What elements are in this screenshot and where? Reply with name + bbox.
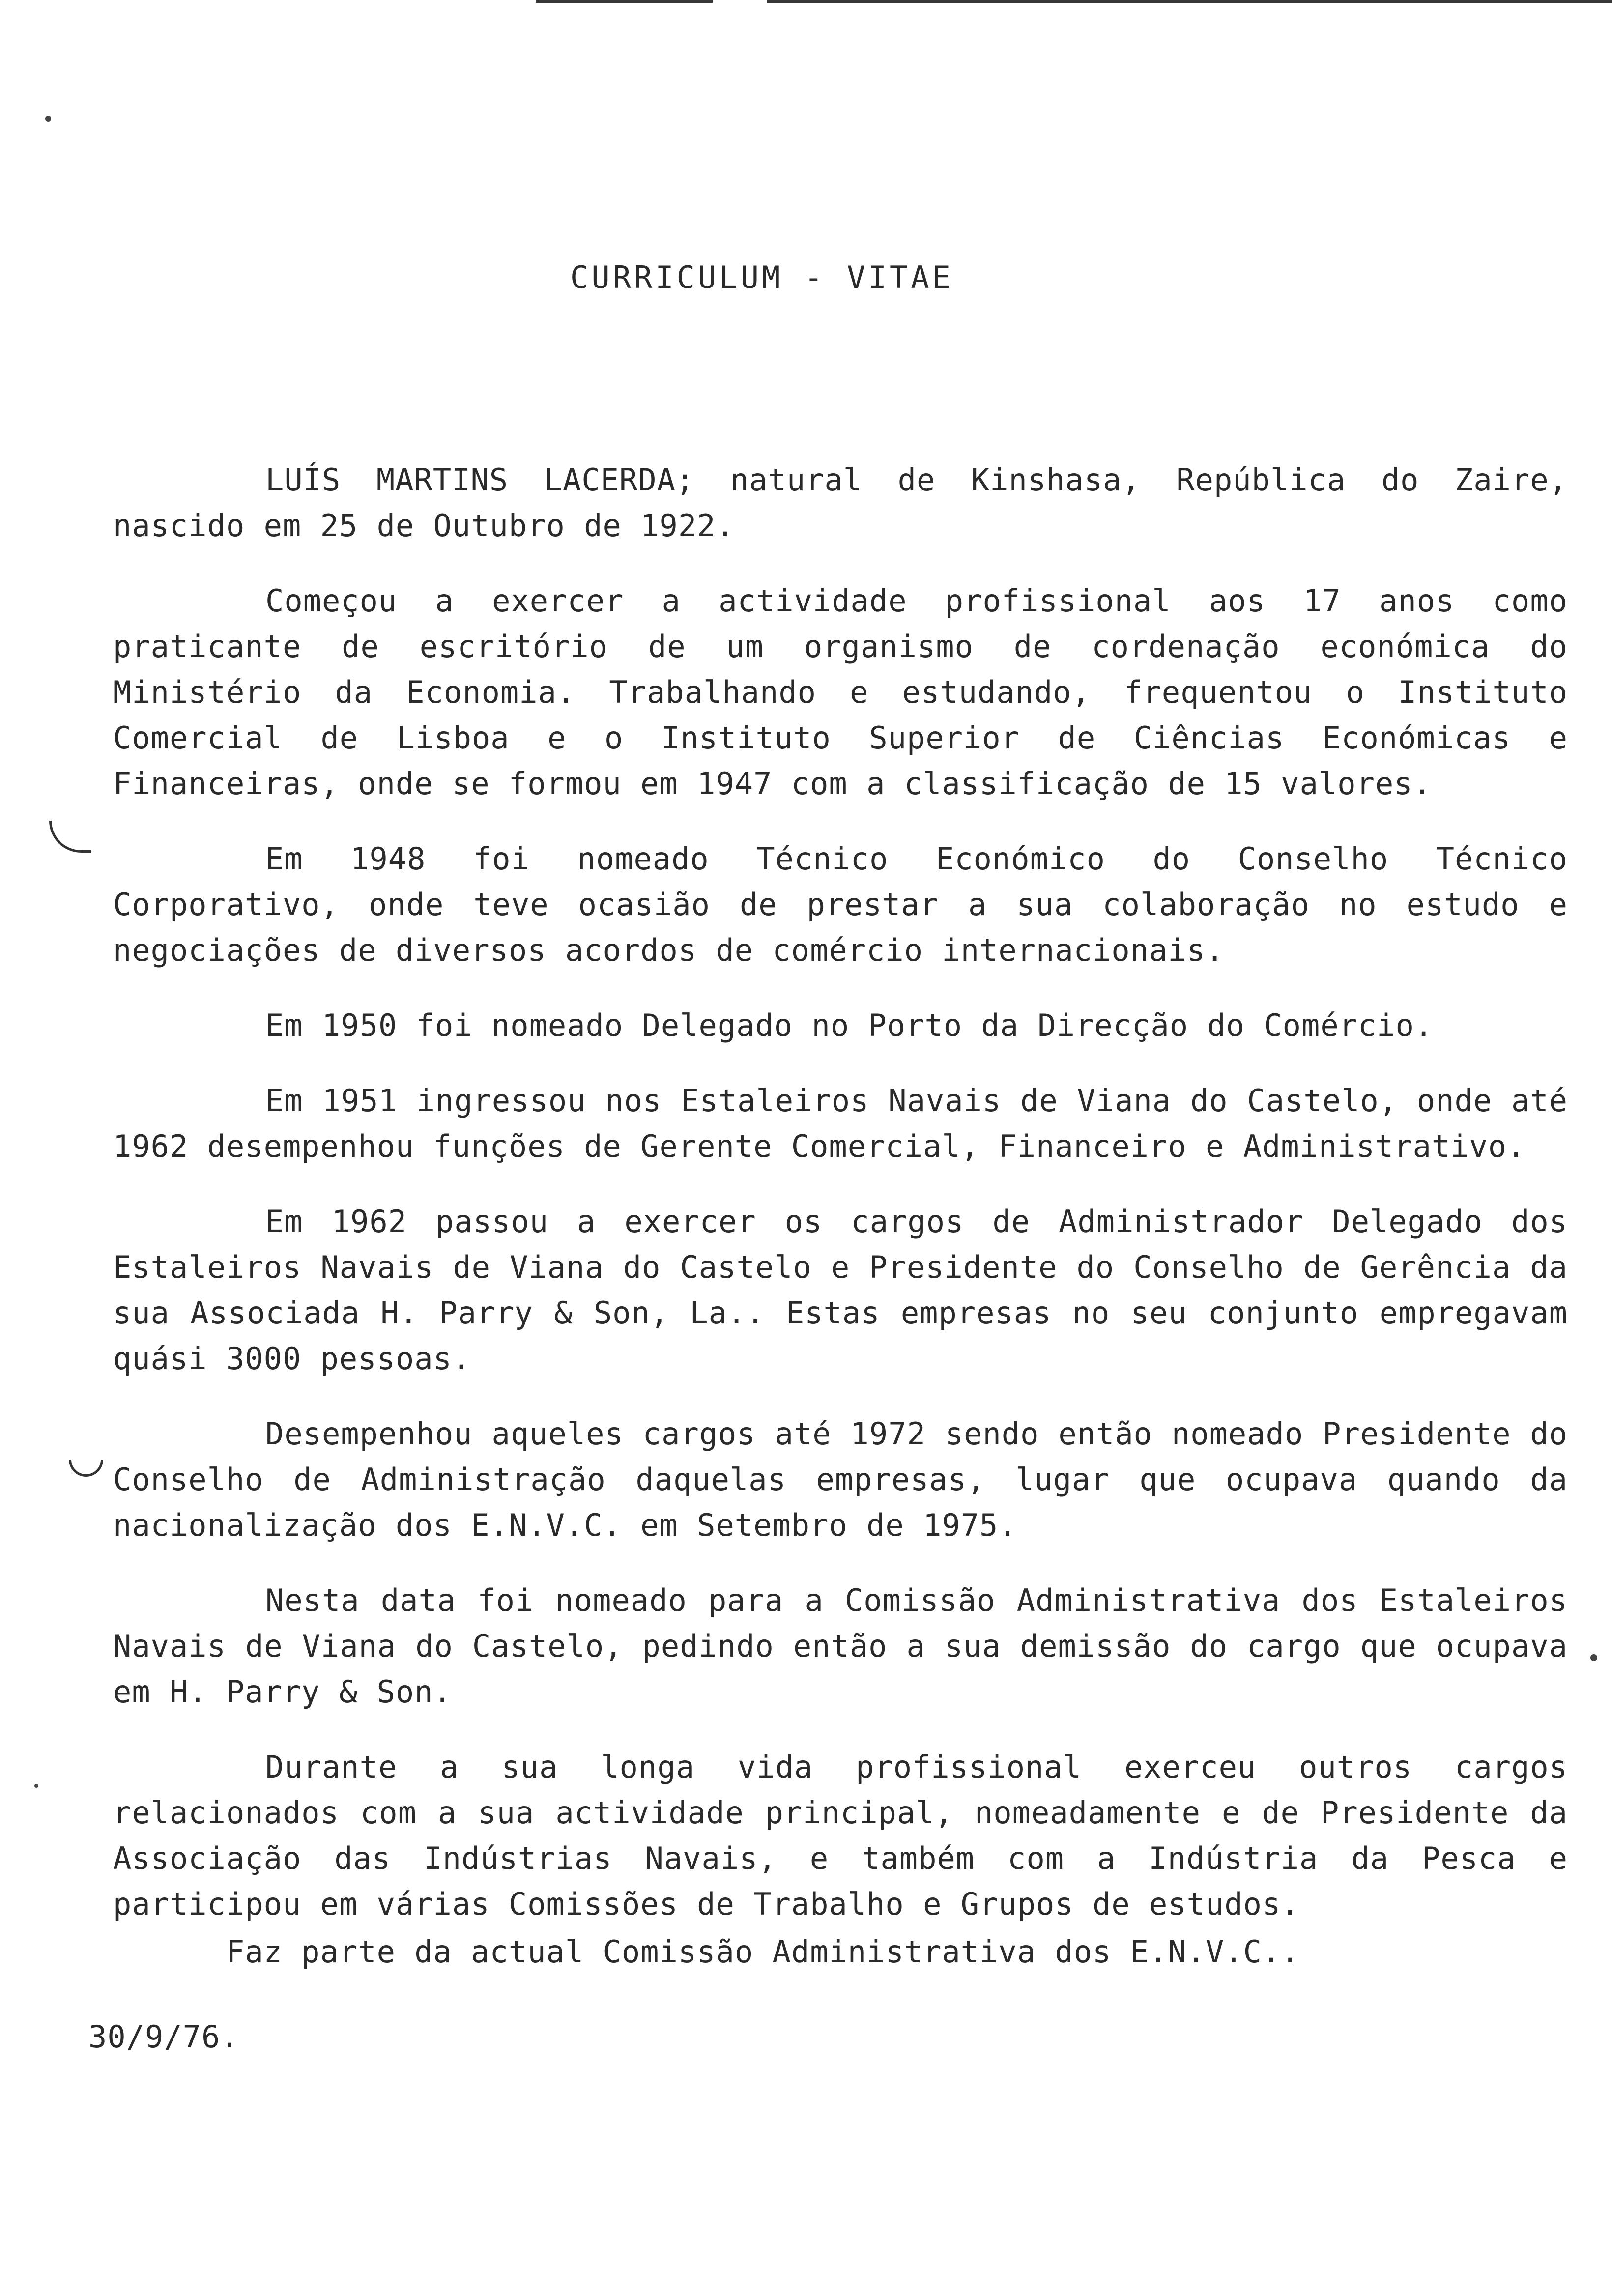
scan-speck <box>45 116 51 122</box>
paragraph-commission: Nesta data foi nomeado para a Comissão Administrativa dos Estaleiros Navais de Viana do Castelo, pedindo então a sua demissão do cargo que ocupava em H. Parry & Son. <box>113 1582 1568 1710</box>
top-edge-rule <box>767 0 1612 3</box>
paragraph-1972: Desempenhou aqueles cargos até 1972 sendo então nomeado Presidente do Conselho de Administração daquelas empresas, lugar que ocupava quando da nacionalização dos E.N.V.C. em Setembro de 1975. <box>113 1416 1568 1543</box>
margin-pen-mark <box>69 1460 103 1477</box>
paragraph-other-roles: Durante a sua longa vida profissional exerceu outros cargos relacionados com a sua actividade principal, nomeadamente e de Presidente da Associação das Indústrias Navais, e também com a Indústria da Pesca e participou em várias Comissões de Trabalho e Grupos de estudos. <box>113 1749 1568 1922</box>
document-title: CURRICULUM - VITAE <box>570 259 953 295</box>
paragraph-1962: Em 1962 passou a exercer os cargos de Administrador Delegado dos Estaleiros Navais de Viana do Castelo e Presidente do Conselho de Gerência da sua Associada H. Parry & Son, La.. Estas empresas no seu conjunto empregavam quási 3000 pessoas. <box>113 1204 1568 1377</box>
margin-pen-mark <box>49 821 91 853</box>
paragraph-1951: Em 1951 ingressou nos Estaleiros Navais de Viana do Castelo, onde até 1962 desempenhou funções de Gerente Comercial, Financeiro e Administrativo. <box>113 1083 1568 1164</box>
paragraph-birth: LUÍS MARTINS LACERDA; natural de Kinshasa, República do Zaire, nascido em 25 de Outubro de 1922. <box>113 462 1568 544</box>
top-edge-rule <box>536 0 713 3</box>
document-body <box>88 457 1568 2060</box>
paragraph-education: Começou a exercer a actividade profissional aos 17 anos como praticante de escritório de um organismo de cordenação económica do Ministério da Economia. Trabalhando e estudando, frequentou o Instituto Comercial de Lisboa e o Instituto Superior de Ciências Económicas e Financeiras, onde se formou em 1947 com a classificação de 15 valores. <box>113 583 1568 802</box>
scan-speck <box>1590 1654 1597 1661</box>
document-date: 30/9/76. <box>88 2019 239 2055</box>
paragraph-1948: Em 1948 foi nomeado Técnico Económico do Conselho Técnico Corporativo, onde teve ocasião de prestar a sua colaboração no estudo e negociações de diversos acordos de comércio internacionais. <box>113 841 1568 968</box>
scan-speck <box>34 1784 38 1788</box>
paragraph-1950: Em 1950 foi nomeado Delegado no Porto da Direcção do Comércio. <box>265 1007 1434 1043</box>
paragraph-current: Faz parte da actual Comissão Administrativa dos E.N.V.C.. <box>226 1934 1300 1970</box>
